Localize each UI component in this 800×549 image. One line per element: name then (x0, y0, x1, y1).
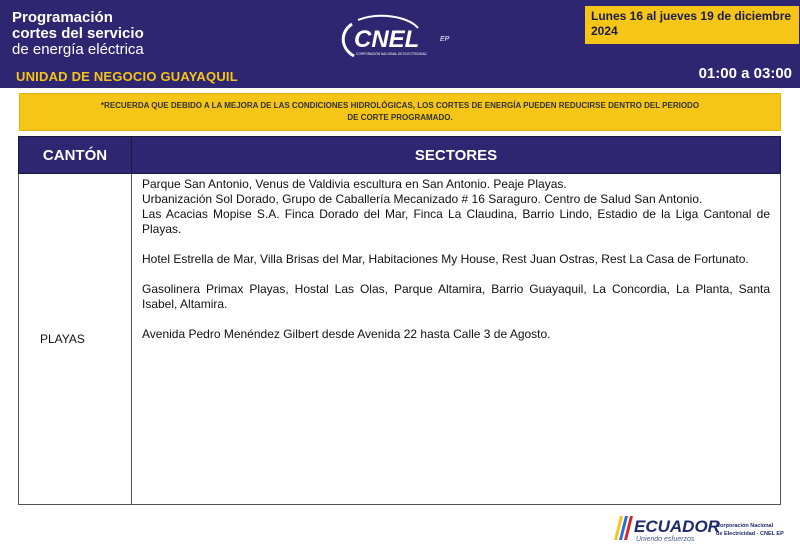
sector-line: Urbanización Sol Dorado, Grupo de Caballería Mecanizado # 16 Saraguro. Centro de Salud San Antonio. (142, 192, 703, 206)
business-unit-label: UNIDAD DE NEGOCIO GUAYAQUIL (16, 69, 238, 84)
logo-suffix: EP (440, 36, 450, 43)
header-banner (0, 0, 800, 88)
footer-org-line-1: Corporación Nacional (716, 523, 774, 529)
date-range-badge: Lunes 16 al jueves 19 de diciembre 2024 (585, 6, 799, 44)
sector-line: Avenida Pedro Menéndez Gilbert desde Avenida 22 hasta Calle 3 de Agosto. (142, 327, 551, 341)
column-header-canton: CANTÓN (19, 137, 132, 174)
logo-text: CNEL (354, 26, 420, 53)
title-line-2: cortes del servicio (12, 25, 144, 42)
sector-line: Parque San Antonio, Venus de Valdivia escultura en San Antonio. Peaje Playas. (142, 177, 567, 191)
title-line-1: Programación (12, 9, 113, 26)
title-line-3: de energía eléctrica (12, 41, 144, 58)
cnel-logo-icon (338, 14, 466, 62)
logo-subtitle: CORPORACIÓN NACIONAL DE ELECTRICIDAD (356, 52, 427, 56)
sector-line: Hotel Estrella de Mar, Villa Brisas del Mar, Habitaciones My House, Rest Juan Ostras, Rest La Casa de Fortunato. (142, 252, 749, 266)
sector-line: Gasolinera Primax Playas, Hostal Las Olas, Parque Altamira, Barrio Guayaquil, La Concordia, La Planta, Santa Isabel, Altamira. (142, 282, 770, 311)
footer-brand: ECUADOR (634, 517, 720, 536)
notice-banner: *RECUERDA QUE DEBIDO A LA MEJORA DE LAS CONDICIONES HIDROLÓGICAS, LOS CORTES DE ENERGÍA PUEDEN REDUCIRSE DENTRO DEL PERIODO DE CORTE PROGRAMADO. (19, 93, 781, 131)
footer-slogan: Uniendo esfuerzos (636, 536, 695, 543)
table-header-row (19, 137, 781, 174)
canton-cell: PLAYAS (19, 174, 132, 505)
footer-org-line-2: de Electricidad - CNEL EP (716, 531, 784, 537)
sector-line: Las Acacias Mopise S.A. Finca Dorado del Mar, Finca La Claudina, Barrio Lindo, Estadio de la Liga Cantonal de Playas. (142, 207, 770, 236)
ecuador-cnel-footer-logo-icon (612, 512, 792, 544)
sectors-cell (132, 174, 781, 505)
table-row (19, 174, 781, 505)
page-title (12, 10, 144, 58)
time-range: 01:00 a 03:00 (698, 65, 792, 82)
column-header-sectores: SECTORES (132, 137, 781, 174)
schedule-table (18, 136, 781, 505)
